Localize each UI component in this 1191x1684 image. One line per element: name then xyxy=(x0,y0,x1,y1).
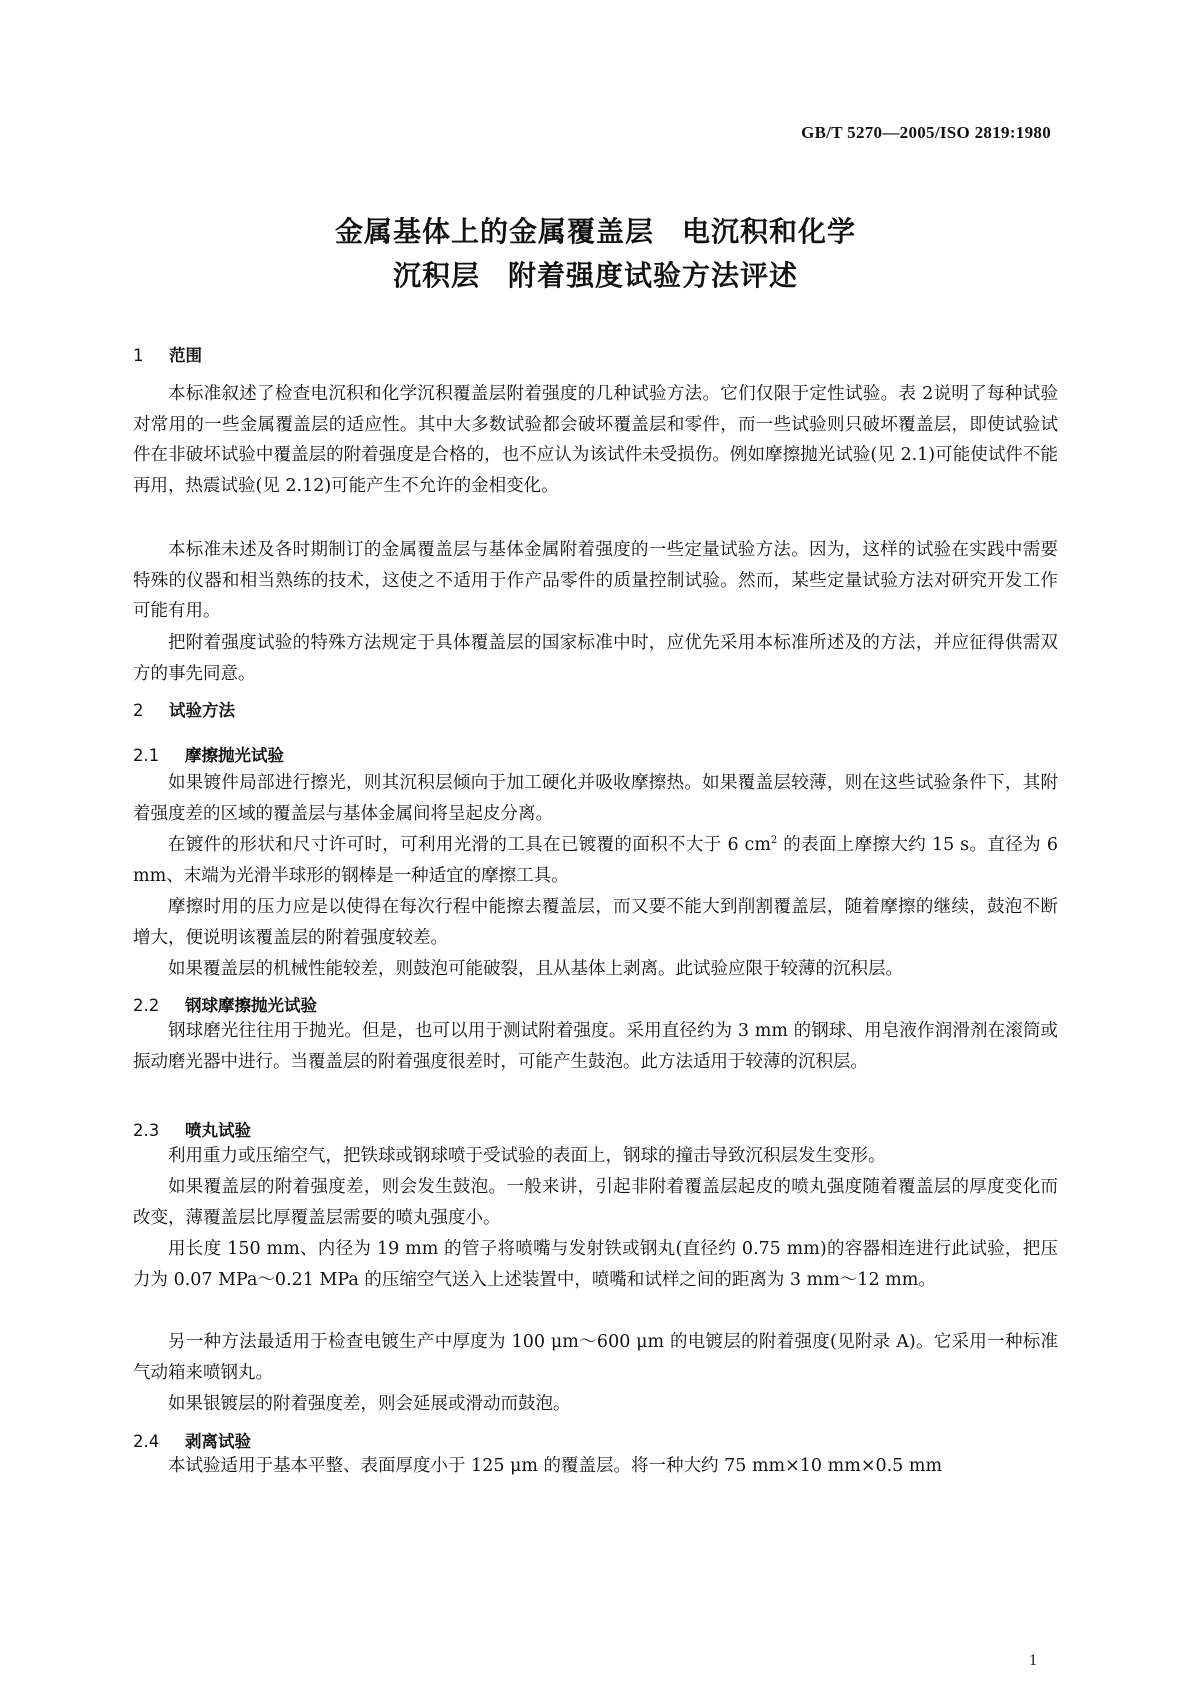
title-line-1-part-a: 金属基体上的金属覆盖层 xyxy=(334,215,654,248)
paragraph-2-3-c: 用长度 150 mm、内径为 19 mm 的管子将喷嘴与发射铁或钢丸(直径约 0.75 mm)的容器相连进行此试验，把压力为 0.07 MPa～0.21 MPa 的压缩空气送入上述装置中，喷嘴和试样之间的距离为 3 mm～12 mm。 xyxy=(133,1239,1058,1290)
section-heading-2: 2 试验方法 xyxy=(133,701,235,720)
standard-code: GB/T 5270—2005/ISO 2819:1980 xyxy=(801,123,1051,142)
title-line-2-part-b: 附着强度试验方法评述 xyxy=(508,259,799,292)
paragraph-2-2: 钢球磨光往往用于抛光。但是，也可以用于测试附着强度。采用直径约为 3 mm 的钢球、用皂液作润滑剂在滚筒或振动磨光器中进行。当覆盖层的附着强度很差时，可能产生鼓泡。此方法适用于较薄的沉积层。 xyxy=(133,1021,1058,1072)
paragraph-2-4: 本试验适用于基本平整、表面厚度小于 125 μm 的覆盖层。将一种大约 75 mm×10 mm×0.5 mm xyxy=(168,1456,943,1476)
paragraph-2-3-b: 如果覆盖层的附着强度差，则会发生鼓泡。一般来讲，引起非附着覆盖层起皮的喷丸强度随着覆盖层的厚度变化而改变，薄覆盖层比厚覆盖层需要的喷丸强度小。 xyxy=(133,1177,1058,1228)
paragraph-scope-2: 本标准未述及各时期制订的金属覆盖层与基体金属附着强度的一些定量试验方法。因为，这样的试验在实践中需要特殊的仪器和相当熟练的技术，这使之不适用于作产品零件的质量控制试验。然而，某些定量试验方法对研究开发工作可能有用。 xyxy=(133,540,1058,621)
title-line-1-part-b: 电沉积和化学 xyxy=(682,215,857,248)
document-title-line-2 xyxy=(0,254,1191,294)
title-line-2-part-a: 沉积层 xyxy=(392,259,480,292)
paragraph-2-3-e: 如果银镀层的附着强度差，则会延展或滑动而鼓泡。 xyxy=(168,1394,571,1414)
paragraph-2-3-d: 另一种方法最适用于检查电镀生产中厚度为 100 μm～600 μm 的电镀层的附着强度(见附录 A)。它采用一种标准气动箱来喷钢丸。 xyxy=(133,1332,1058,1383)
paragraph-scope-3: 把附着强度试验的特殊方法规定于具体覆盖层的国家标准中时，应优先采用本标准所述及的方法，并应征得供需双方的事先同意。 xyxy=(133,633,1058,684)
paragraph-2-1-a: 如果镀件局部进行擦光，则其沉积层倾向于加工硬化并吸收摩擦热。如果覆盖层较薄，则在这些试验条件下，其附着强度差的区域的覆盖层与基体金属间将呈起皮分离。 xyxy=(133,773,1058,824)
paragraph-2-1-d: 如果覆盖层的机械性能较差，则鼓泡可能破裂，且从基体上剥离。此试验应限于较薄的沉积层。 xyxy=(168,959,903,979)
section-heading-2-2: 2.2 钢球摩擦抛光试验 xyxy=(133,996,317,1015)
page-number: 1 xyxy=(1029,1652,1037,1669)
section-heading-2-1: 2.1 摩擦抛光试验 xyxy=(133,746,284,765)
section-heading-2-4: 2.4 剥离试验 xyxy=(133,1432,251,1451)
document-title-line-1 xyxy=(0,210,1191,250)
paragraph-2-1-c: 摩擦时用的压力应是以使得在每次行程中能擦去覆盖层，而又要不能大到削割覆盖层，随着摩擦的继续，鼓泡不断增大，便说明该覆盖层的附着强度较差。 xyxy=(133,897,1058,948)
paragraph-scope-1: 本标准叙述了检查电沉积和化学沉积覆盖层附着强度的几种试验方法。它们仅限于定性试验。表 2说明了每种试验对常用的一些金属覆盖层的适应性。其中大多数试验都会破坏覆盖层和零件，而一些试验则只破坏覆盖层，即使试验试件在非破坏试验中覆盖层的附着强度是合格的，也不应认为该试件未受损伤。例如摩擦抛光试验(见 2.1)可能使试件不能再用，热震试验(见 2.12)可能产生不允许的金相变化。 xyxy=(133,384,1058,496)
paragraph-2-1-b: 在镀件的形状和尺寸许可时，可利用光滑的工具在已镀覆的面积不大于 6 $cm^2$ 的表面上摩擦大约 15 s。直径为 6 mm、末端为光滑半球形的钢棒是一种适宜的摩擦工具。 xyxy=(133,835,1058,886)
section-heading-1: 1 范围 xyxy=(133,346,202,365)
section-heading-2-3: 2.3 喷丸试验 xyxy=(133,1121,251,1140)
paragraph-2-3-a: 利用重力或压缩空气，把铁球或钢球喷于受试验的表面上，钢球的撞击导致沉积层发生变形。 xyxy=(168,1146,886,1166)
